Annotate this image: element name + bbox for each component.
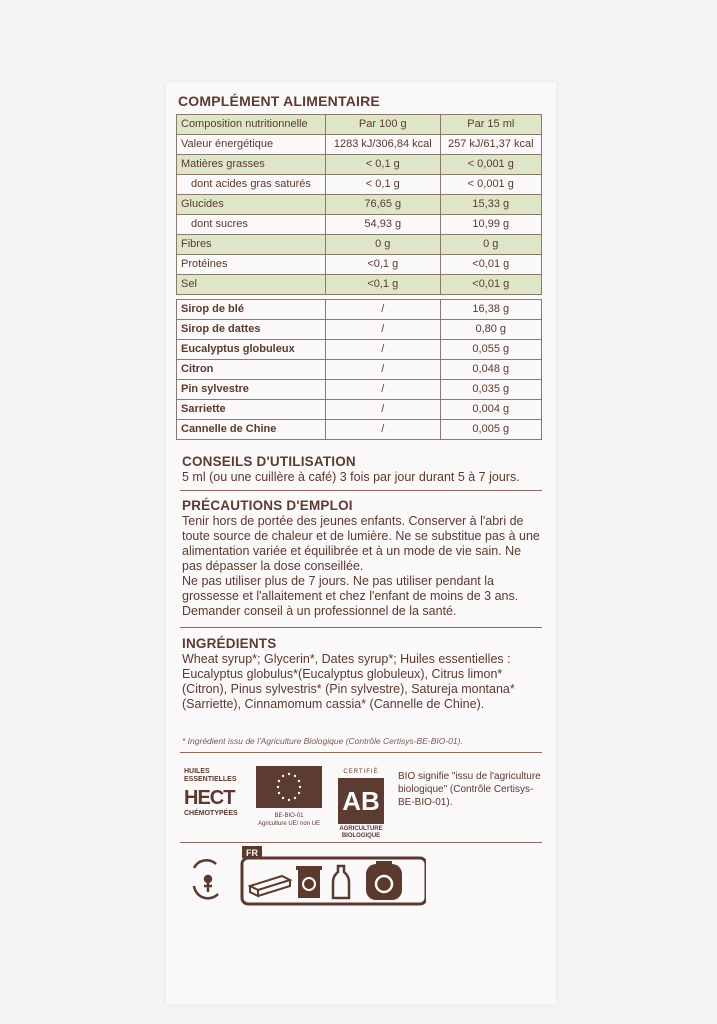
table-cell: 0,035 g [440, 380, 541, 400]
triman-icon [194, 860, 218, 898]
eu-organic-logo [256, 766, 322, 808]
ingredient-row [177, 380, 542, 400]
divider [180, 842, 542, 843]
hect-line-3: CHÉMOTYPÉES [184, 810, 238, 817]
table-cell: Fibres [177, 235, 326, 255]
table-cell: Pin sylvestre [177, 380, 326, 400]
table-cell: Sirop de blé [177, 300, 326, 320]
divider [180, 490, 542, 491]
table-cell: Par 100 g [326, 115, 441, 135]
table-cell: Composition nutritionnelle [177, 115, 326, 135]
table-cell: Par 15 ml [440, 115, 541, 135]
table-cell: < 0,001 g [440, 155, 541, 175]
divider [180, 752, 542, 753]
table-cell: 0,048 g [440, 360, 541, 380]
eu-leaf-icon [256, 766, 322, 808]
nutrition-table [176, 114, 542, 440]
ingredients-text: Wheat syrup*; Glycerin*, Dates syrup*; Huiles essentielles : Eucalyptus globulus*(Eucalyptus globuleux), Citrus limon* (Citron), Pinus sylvestris* (Pin sylvestre), Satureja montana* (Sarriette), Cinnamomum cassia* (Cannelle de Chine). [182, 652, 515, 711]
table-cell: 0,005 g [440, 420, 541, 440]
divider [180, 627, 542, 628]
ingredients-title: INGRÉDIENTS [182, 636, 277, 651]
bin-icon [296, 866, 322, 898]
table-cell: 15,33 g [440, 195, 541, 215]
ingredient-row [177, 300, 542, 320]
hect-logo: HECT [184, 787, 235, 809]
table-cell: 76,65 g [326, 195, 441, 215]
page-title: COMPLÉMENT ALIMENTAIRE [178, 93, 380, 109]
table-cell: 0,055 g [440, 340, 541, 360]
table-cell: Matières grasses [177, 155, 326, 175]
eu-origin: Agriculture UE/ non UE [257, 821, 321, 827]
table-cell: / [326, 340, 441, 360]
table-cell: / [326, 360, 441, 380]
table-cell: <0,1 g [326, 275, 441, 295]
table-cell: 16,38 g [440, 300, 541, 320]
table-cell: / [326, 420, 441, 440]
recycling-info [186, 846, 426, 908]
usage-title: CONSEILS D'UTILISATION [182, 454, 356, 469]
ab-biologique: BIOLOGIQUE [341, 833, 381, 839]
table-cell: <0,01 g [440, 255, 541, 275]
ingredient-row [177, 400, 542, 420]
table-row [177, 215, 542, 235]
table-cell: 0 g [440, 235, 541, 255]
table-cell: Protéines [177, 255, 326, 275]
box-icon [250, 876, 290, 896]
table-header-row [177, 115, 542, 135]
table-cell: 257 kJ/61,37 kcal [440, 135, 541, 155]
bottle-icon [333, 866, 349, 898]
usage-text: 5 ml (ou une cuillère à café) 3 fois par jour durant 5 à 7 jours. [182, 470, 520, 484]
table-cell: 54,93 g [326, 215, 441, 235]
table-cell: Valeur énergétique [177, 135, 326, 155]
table-cell: <0,1 g [326, 255, 441, 275]
table-cell: / [326, 320, 441, 340]
table-cell: Sel [177, 275, 326, 295]
table-cell: <0,01 g [440, 275, 541, 295]
bio-explanation: BIO signifie "issu de l'agriculture biologique" (Contrôle Certisys-BE-BIO-01). [398, 771, 541, 808]
table-cell: 0 g [326, 235, 441, 255]
table-row [177, 235, 542, 255]
table-cell: / [326, 300, 441, 320]
table-row [177, 275, 542, 295]
table-cell: 10,99 g [440, 215, 541, 235]
country-label: FR [246, 848, 258, 858]
table-cell: 0,80 g [440, 320, 541, 340]
table-cell: Glucides [177, 195, 326, 215]
hect-line-2: ESSENTIELLES [184, 776, 237, 783]
table-cell: Sarriette [177, 400, 326, 420]
hect-line-1: HUILES [184, 768, 210, 775]
table-cell: / [326, 400, 441, 420]
ingredients-note: * Ingrédient issu de l'Agriculture Biologique (Contrôle Certisys-BE-BIO-01). [182, 736, 463, 746]
ingredient-row [177, 340, 542, 360]
table-cell: Eucalyptus globuleux [177, 340, 326, 360]
table-row [177, 135, 542, 155]
jar-icon [366, 861, 402, 900]
table-cell: Sirop de dattes [177, 320, 326, 340]
ab-agriculture: AGRICULTURE [339, 826, 383, 832]
table-row [177, 175, 542, 195]
precautions-text-1: Tenir hors de portée des jeunes enfants. Conserver à l'abri de toute source de chaleur et de lumière. Ne se substitue pas à une alimentation variée et équilibrée et à un mode de vie sain. Ne pas dépasser la dose conseillée. [182, 514, 540, 573]
ingredient-row [177, 320, 542, 340]
table-cell: dont sucres [177, 215, 326, 235]
table-cell: < 0,1 g [326, 155, 441, 175]
table-cell: 1283 kJ/306,84 kcal [326, 135, 441, 155]
table-cell: Cannelle de Chine [177, 420, 326, 440]
ab-logo: AB [338, 778, 384, 824]
eu-code: BE-BIO-01 [274, 813, 304, 819]
precautions-title: PRÉCAUTIONS D'EMPLOI [182, 498, 353, 513]
precautions-text-2: Ne pas utiliser plus de 7 jours. Ne pas utiliser pendant la grossesse et l'allaitement et chez l'enfant de moins de 3 ans. Demander conseil à un professionnel de la santé. [182, 574, 519, 618]
ab-certifie: CERTIFIÉ [343, 769, 379, 775]
label-card [166, 82, 556, 1004]
table-cell: 0,004 g [440, 400, 541, 420]
table-row [177, 155, 542, 175]
table-cell: dont acides gras saturés [177, 175, 326, 195]
ingredient-row [177, 360, 542, 380]
table-cell: < 0,1 g [326, 175, 441, 195]
table-row [177, 195, 542, 215]
table-cell: < 0,001 g [440, 175, 541, 195]
table-cell: Citron [177, 360, 326, 380]
table-row [177, 255, 542, 275]
ingredient-row [177, 420, 542, 440]
table-cell: / [326, 380, 441, 400]
